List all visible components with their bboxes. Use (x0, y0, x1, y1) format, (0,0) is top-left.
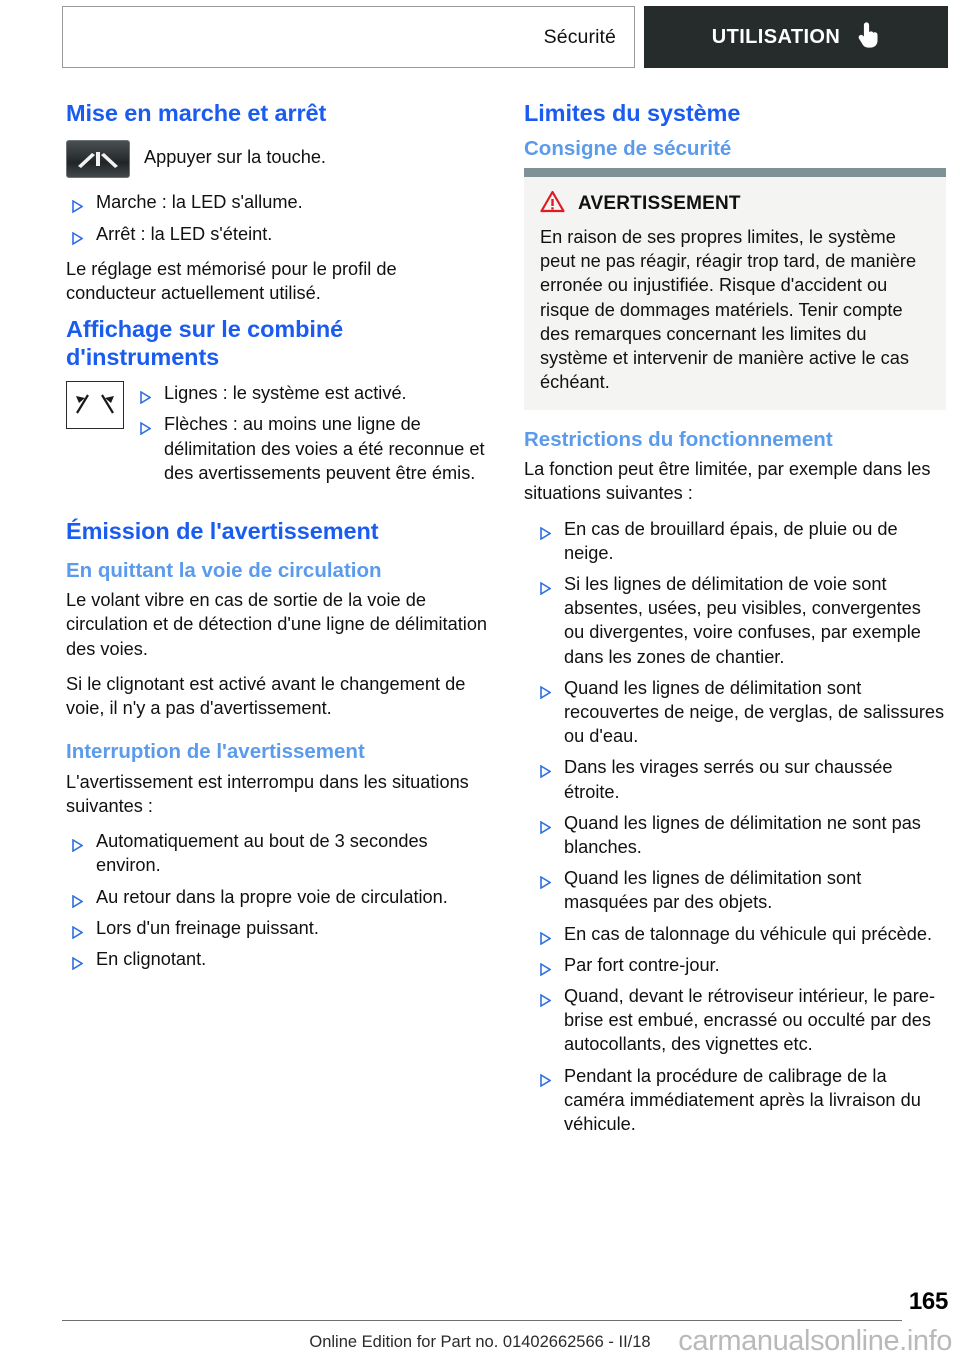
list-item-text: Quand les lignes de délimitation sont recouvertes de neige, de verglas, de salissures ou d'eau. (564, 677, 945, 747)
list-item (524, 1064, 946, 1137)
list-item (66, 885, 488, 909)
list-item-text: Par fort contre-jour. (564, 954, 720, 975)
paragraph-reglage-memorise: Le réglage est mémorisé pour le profil de conducteur actuellement utilisé. (66, 258, 397, 304)
triangle-bullet-icon (540, 958, 551, 971)
triangle-bullet-icon (540, 681, 551, 694)
heading-emission-avertissement: Émission de l'avertissement (66, 518, 379, 545)
footer-edition-note: Online Edition for Part no. 01402662566 - II/18 (309, 1333, 651, 1351)
heading-mise-en-marche: Mise en marche et arrêt (66, 100, 327, 126)
triangle-bullet-icon (540, 577, 551, 590)
warning-box-body (524, 177, 946, 409)
triangle-bullet-icon (72, 195, 83, 208)
page-header (62, 6, 948, 68)
watermark: carmanualsonline.info (678, 1325, 952, 1357)
triangle-bullet-icon (540, 522, 551, 535)
list-item-text: Quand les lignes de délimitation ne sont pas blanches. (564, 812, 921, 857)
list-item (66, 222, 488, 246)
breadcrumb-label: Sécurité (543, 25, 616, 48)
list-item-text: En cas de talonnage du véhicule qui précède. (564, 923, 933, 944)
warning-box (524, 168, 946, 409)
led-state-list (66, 190, 488, 245)
list-item-text: Marche : la LED s'allume. (96, 192, 303, 213)
interruption-list (66, 829, 488, 971)
list-item-text: Flèches : au moins une ligne de délimitation des voies a été reconnue et des avertissements peuvent être émis. (164, 414, 485, 483)
list-item-text: Si les lignes de délimitation de voie sont absentes, usées, peu visibles, convergentes ou divergentes, voire confuses, par exemple dans les zones de chantier. (564, 573, 921, 667)
list-item (134, 381, 488, 405)
paragraph-clignotant: Si le clignotant est activé avant le changement de voie, il n'y a pas d'avertissement. (66, 673, 466, 718)
restrictions-list (524, 517, 946, 1137)
triangle-bullet-icon (540, 1069, 551, 1082)
lane-departure-warning-button-icon (66, 140, 130, 178)
list-item-text: Quand les lignes de délimitation sont masquées par des objets. (564, 868, 862, 913)
list-item (524, 984, 946, 1057)
list-item (524, 755, 946, 803)
triangle-bullet-icon (72, 921, 83, 934)
list-item-text: Quand, devant le rétroviseur intérieur, le pare-brise est embué, encrassé ou occulté par des autocollants, des vignettes etc. (564, 985, 936, 1055)
tab-utilisation[interactable] (644, 6, 948, 68)
list-item-text: Automatiquement au bout de 3 secondes environ. (96, 831, 428, 876)
triangle-bullet-icon (140, 386, 151, 399)
list-item (524, 922, 946, 946)
list-item (524, 811, 946, 859)
warning-box-top-bar (524, 168, 946, 177)
list-item-text: En clignotant. (96, 948, 207, 969)
list-item-text: Pendant la procédure de calibrage de la caméra immédiatement après la livraison du véhicule. (564, 1065, 921, 1134)
list-item-text: En cas de brouillard épais, de pluie ou de neige. (564, 518, 898, 563)
tab-utilisation-label: UTILISATION (711, 25, 841, 48)
triangle-bullet-icon (540, 989, 551, 1002)
heading-en-quittant-voie: En quittant la voie de circulation (66, 558, 382, 582)
triangle-bullet-icon (140, 417, 151, 430)
triangle-bullet-icon (72, 227, 83, 240)
triangle-bullet-icon (540, 760, 551, 773)
warning-title-row (540, 190, 930, 218)
heading-limites-systeme: Limites du système (524, 100, 741, 126)
heading-consigne-securite: Consigne de sécurité (524, 137, 732, 161)
list-item-text: Dans les virages serrés ou sur chaussée étroite. (564, 757, 893, 802)
triangle-bullet-icon (72, 890, 83, 903)
list-item (66, 947, 488, 971)
list-item-text: Au retour dans la propre voie de circulation. (96, 886, 448, 907)
list-item (66, 916, 488, 940)
list-item (524, 517, 946, 565)
warning-text: En raison de ses propres limites, le système peut ne pas réagir, réagir trop tard, de manière erronée ou injustifiée. Risque d'accident ou risque de dommages matériels. Tenir compte des remarques concernant les limites du système et intervenir de manière active le cas échéant. (540, 227, 917, 393)
icon-slot (66, 381, 124, 429)
button-icon-caption: Appuyer sur la touche. (144, 147, 326, 168)
list-item-text: Lors d'un freinage puissant. (96, 917, 319, 938)
left-column (66, 100, 488, 1147)
lane-departure-indicator-icon (66, 381, 124, 429)
button-icon-row (66, 140, 488, 178)
list-slot (124, 381, 488, 496)
icon-slot (66, 140, 130, 178)
list-item-text: Arrêt : la LED s'éteint. (96, 223, 273, 244)
right-column (524, 100, 946, 1147)
display-state-list (134, 381, 488, 485)
list-item-text: Lignes : le système est activé. (164, 383, 407, 404)
content-columns (66, 100, 946, 1147)
list-item (524, 676, 946, 749)
triangle-bullet-icon (72, 834, 83, 847)
triangle-bullet-icon (540, 816, 551, 829)
warning-title: AVERTISSEMENT (578, 193, 741, 215)
paragraph-volant-vibre: Le volant vibre en cas de sortie de la voie de circulation et de détection d'une ligne de délimitation des voies. (66, 590, 488, 659)
page-number: 165 (908, 1288, 948, 1315)
footer-divider (62, 1320, 902, 1321)
heading-interruption-avertissement: Interruption de l'avertissement (66, 740, 365, 764)
paragraph-restrictions-intro: La fonction peut être limitée, par exemple dans les situations suivantes : (524, 459, 931, 504)
list-item (66, 829, 488, 877)
triangle-bullet-icon (72, 952, 83, 965)
warning-triangle-icon (540, 190, 565, 218)
list-item (524, 866, 946, 914)
breadcrumb (62, 6, 635, 68)
list-item (134, 412, 488, 485)
display-icon-row (66, 381, 488, 496)
list-item (66, 190, 488, 214)
heading-affichage-combine: Affichage sur le combiné d'instruments (66, 316, 344, 370)
list-item (524, 953, 946, 977)
list-item (524, 572, 946, 669)
heading-restrictions-fonctionnement: Restrictions du fonctionnement (524, 427, 833, 451)
paragraph-interruption-intro: L'avertissement est interrompu dans les situations suivantes : (66, 771, 469, 816)
triangle-bullet-icon (540, 871, 551, 884)
pointing-hand-icon (856, 21, 880, 54)
triangle-bullet-icon (540, 927, 551, 940)
